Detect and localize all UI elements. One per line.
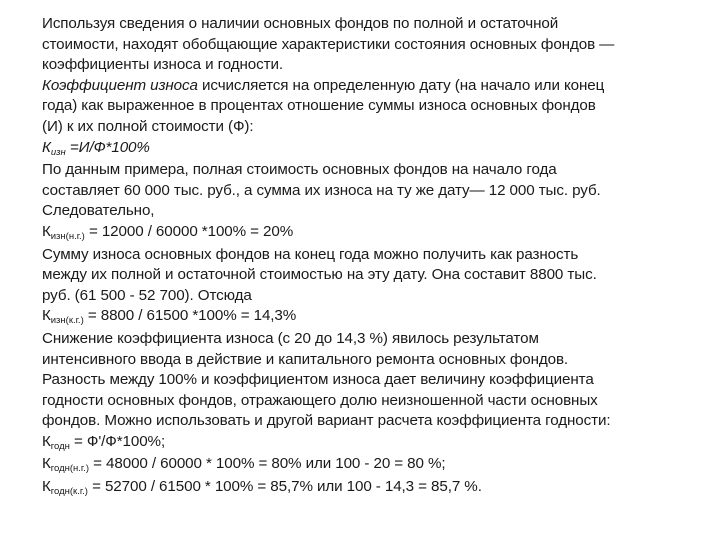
text-line: (И) к их полной стоимости (Ф): — [42, 117, 254, 135]
text-line: Сумму износа основных фондов на конец года можно получить как разность — [42, 245, 579, 263]
text-line: интенсивного ввода в действие и капитального ремонта основных фондов. — [42, 350, 569, 368]
text-span: исчисляется на определенную дату (на начало или конец — [197, 76, 605, 94]
formula-expression: = Ф'/Ф*100%; — [69, 432, 166, 450]
formula-expression: = 48000 / 60000 * 100% = 80% или 100 - 20 = 80 %; — [89, 455, 446, 473]
formula-symbol: К — [42, 307, 51, 325]
formula-subscript: годн(н.г.) — [50, 463, 90, 475]
formula-expression: =И/Ф*100% — [65, 138, 150, 156]
formula-symbol: К — [42, 478, 51, 496]
formula-subscript: изн(н.г.) — [50, 230, 85, 242]
document-page — [42, 14, 712, 500]
formula-subscript: изн(к.г.) — [50, 315, 84, 327]
formula-symbol: К — [42, 432, 51, 450]
text-line: По данным примера, полная стоимость основных фондов на начало года — [42, 161, 557, 179]
formula-symbol: К — [42, 222, 51, 240]
text-line: года) как выраженное в процентах отношение суммы износа основных фондов — [42, 97, 596, 115]
formula-line — [42, 454, 712, 477]
text-line: коэффициенты износа и годности. — [42, 56, 284, 74]
formula-symbol: К — [42, 455, 51, 473]
formula-line — [42, 432, 712, 455]
formula-line — [42, 306, 712, 329]
text-line: Используя сведения о наличии основных фондов по полной и остаточной — [42, 15, 559, 32]
text-line: фондов. Можно использовать и другой вариант расчета коэффициента годности: — [42, 412, 611, 430]
formula-line — [42, 138, 712, 161]
formula-line — [42, 477, 712, 500]
formula-subscript: изн — [50, 146, 66, 158]
text-line: Разность между 100% и коэффициентом износа дает величину коэффициента — [42, 371, 594, 389]
text-line — [42, 76, 712, 97]
formula-expression: = 8800 / 61500 *100% = 14,3% — [83, 307, 297, 325]
formula-symbol: К — [42, 138, 51, 156]
formula-expression: = 52700 / 61500 * 100% = 85,7% или 100 - 14,3 = 85,7 %. — [87, 478, 482, 496]
formula-line — [42, 222, 712, 245]
text-line: составляет 60 000 тыс. руб., а сумма их износа на ту же дату— 12 000 тыс. руб. — [42, 181, 601, 199]
text-line: Следовательно, — [42, 202, 155, 220]
formula-expression: = 12000 / 60000 *100% = 20% — [84, 222, 294, 240]
text-line: годности основных фондов, отражающего долю неизношенной части основных — [42, 391, 598, 409]
text-line: стоимости, находят обобщающие характеристики состояния основных фондов — — [42, 35, 615, 53]
text-line: Снижение коэффициента износа (с 20 до 14,3 %) явилось результатом — [42, 329, 539, 347]
text-line: между их полной и остаточной стоимостью на эту дату. Она составит 8800 тыс. — [42, 266, 597, 284]
text-line: руб. (61 500 - 52 700). Отсюда — [42, 286, 252, 304]
formula-subscript: годн(к.г.) — [50, 486, 88, 498]
term-italic: Коэффициент износа — [42, 76, 198, 94]
formula-subscript: годн — [50, 440, 70, 452]
